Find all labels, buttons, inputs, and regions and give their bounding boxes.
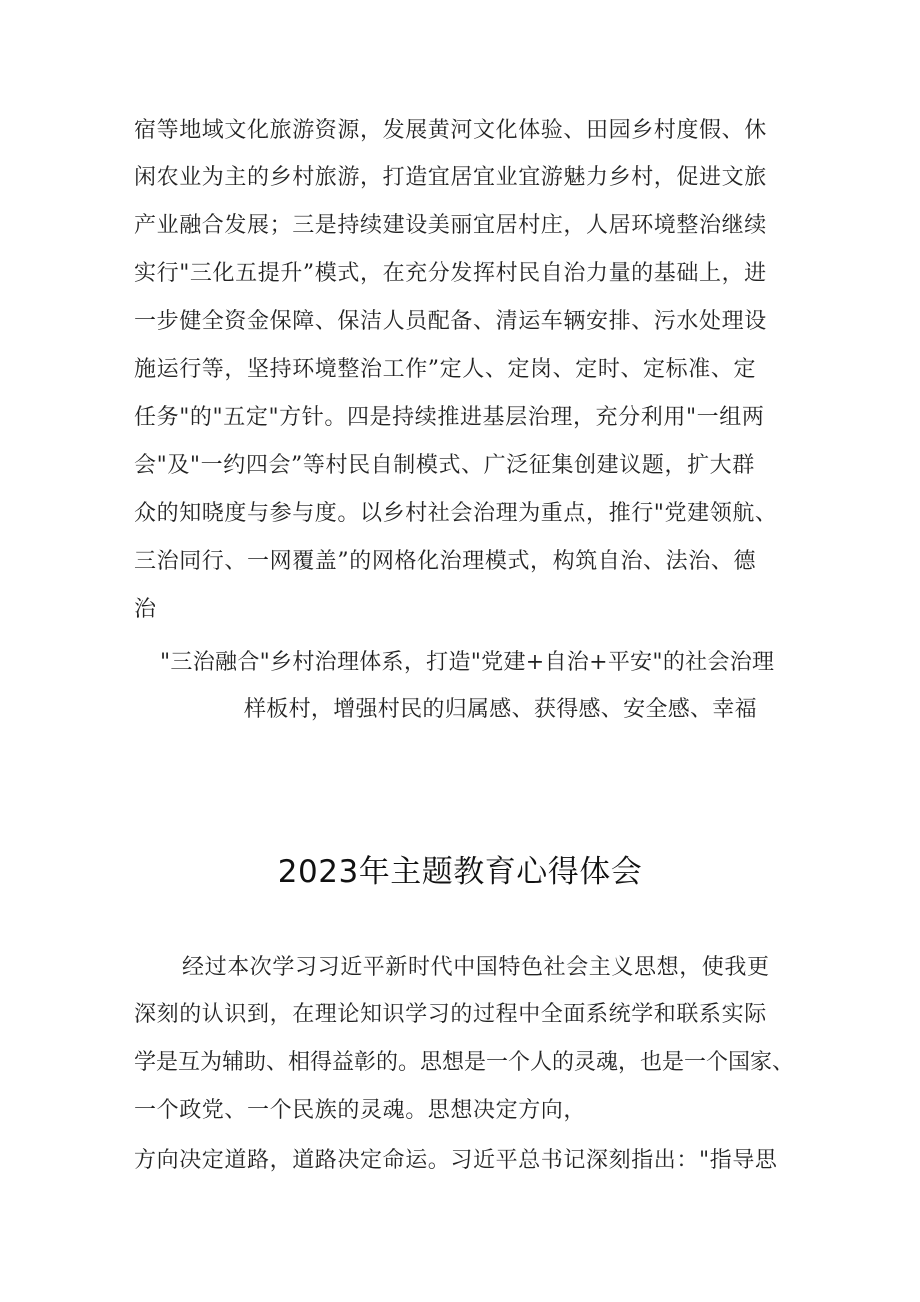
paragraph-line: 任务"的"五定"方针。四是持续推进基层治理，充分利用"一组两 [134,405,765,430]
paragraph-line: 宿等地域文化旅游资源，发展黄河文化体验、田园乡村度假、休 [134,118,767,143]
paragraph-line: 会"及"一约四会”等村民自制模式、广泛征集创建议题，扩大群 [134,453,755,478]
paragraph-line: 样板村，增强村民的归属感、获得感、安全感、幸福 [244,697,757,722]
paragraph-line: 施运行等，坚持环境整治工作”定人、定岗、定时、定标准、定 [134,357,757,382]
paragraph-line: 方向决定道路，道路决定命运。习近平总书记深刻指出："指导思 [134,1148,778,1173]
paragraph-line: 一步健全资金保障、保洁人员配备、清运车辆安排、污水处理设 [134,309,767,334]
paragraph-line: 闲农业为主的乡村旅游，打造宜居宜业宜游魅力乡村，促进文旅 [134,165,767,190]
paragraph-line: 一个政党、一个民族的灵魂。思想决定方向， [134,1098,587,1123]
section-title: 2023年主题教育心得体会 [277,854,643,890]
paragraph-line: 实行"三化五提升”模式，在充分发挥村民自治力量的基础上，进 [134,261,767,286]
paragraph-line: 深刻的认识到，在理论知识学习的过程中全面系统学和联系实际 [134,1002,767,1027]
paragraph-line: 三治同行、一网覆盖”的网格化治理模式，构筑自治、法治、德 [134,549,757,574]
paragraph-line: 学是互为辅助、相得益彰的。思想是一个人的灵魂，也是一个国家、 [134,1050,795,1075]
paragraph-line: "三治融合"乡村治理体系，打造"党建+自治+平安"的社会治理 [160,650,775,675]
paragraph-line: 产业融合发展；三是持续建设美丽宜居村庄，人居环境整治继续 [134,213,767,238]
paragraph-line: 治 [134,597,157,622]
paragraph-line: 经过本次学习习近平新时代中国特色社会主义思想，使我更 [182,955,770,980]
paragraph-line: 众的知晓度与参与度。以乡村社会治理为重点，推行"党建领航、 [134,501,778,526]
